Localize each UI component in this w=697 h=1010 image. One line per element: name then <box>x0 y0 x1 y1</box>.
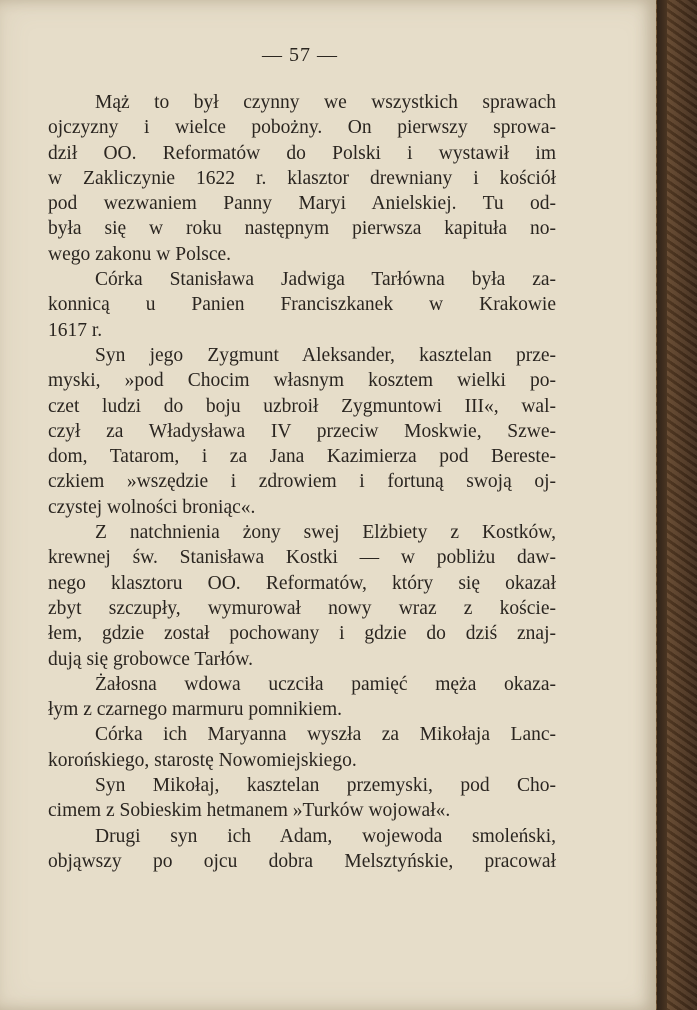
text-line: dom, Tatarom, i za Jana Kazimierza pod Bereste- <box>48 446 556 468</box>
text-line: krewnej św. Stanisława Kostki — w pobliżu daw- <box>48 547 556 569</box>
text-line: Drugi syn ich Adam, wojewoda smoleński, <box>95 825 556 847</box>
text-line: dują się grobowce Tarłów. <box>48 648 253 670</box>
text-line: wego zakonu w Polsce. <box>48 243 232 265</box>
text-line: łem, gdzie został pochowany i gdzie do dziś znaj- <box>48 623 556 645</box>
text-line: w Zakliczynie 1622 r. klasztor drewniany i kościół <box>48 167 556 189</box>
text-line: Syn Mikołaj, kasztelan przemyski, pod Cho- <box>95 775 556 797</box>
text-line: cimem z Sobieskim hetmanem »Turków wojował«. <box>48 800 451 822</box>
text-line: nego klasztoru OO. Reformatów, który się okazał <box>48 572 556 594</box>
text-line: 1617 r. <box>48 319 103 341</box>
text-line: konnicą u Panien Franciszkanek w Krakowie <box>48 294 556 316</box>
text-line: czkiem »wszędzie i zdrowiem i fortuną swoją oj- <box>48 471 556 493</box>
page-body-text <box>48 90 556 874</box>
text-line: ojczyzny i wielce pobożny. On pierwszy sprowa- <box>48 117 556 139</box>
text-line: łym z czarnego marmuru pomnikiem. <box>48 699 343 721</box>
text-line: myski, »pod Chocim własnym kosztem wielki po- <box>48 370 556 392</box>
text-line: zbyt szczupły, wymurował nowy wraz z koście- <box>48 597 556 619</box>
text-line: Z natchnienia żony swej Elżbiety z Kostków, <box>95 522 556 544</box>
book-spine-edge <box>657 0 667 1010</box>
text-line: Żałosna wdowa uczciła pamięć męża okaza- <box>95 673 556 695</box>
text-line: pod wezwaniem Panny Maryi Anielskiej. Tu od- <box>48 193 556 215</box>
text-line: Córka ich Maryanna wyszła za Mikołaja Lanc- <box>95 724 556 746</box>
text-line: Córka Stanisława Jadwiga Tarłówna była za- <box>95 269 556 291</box>
text-line: czył za Władysława IV przeciw Moskwie, Szwe- <box>48 420 556 442</box>
page-number: — 57 — <box>262 44 338 66</box>
text-line: była się w roku następnym pierwsza kapituła no- <box>48 218 556 240</box>
text-line: dził OO. Reformatów do Polski i wystawił im <box>48 142 556 164</box>
text-line: Syn jego Zygmunt Aleksander, kasztelan prze- <box>95 344 556 366</box>
text-line: czet ludzi do boju uzbroił Zygmuntowi III«, wal- <box>48 395 556 417</box>
text-line: objąwszy po ojcu dobra Melsztyńskie, pracował <box>48 850 556 872</box>
text-line: korońskiego, starostę Nowomiejskiego. <box>48 749 357 771</box>
text-line: czystej wolności broniąc«. <box>48 496 256 518</box>
text-line: Mąż to był czynny we wszystkich sprawach <box>95 92 556 113</box>
